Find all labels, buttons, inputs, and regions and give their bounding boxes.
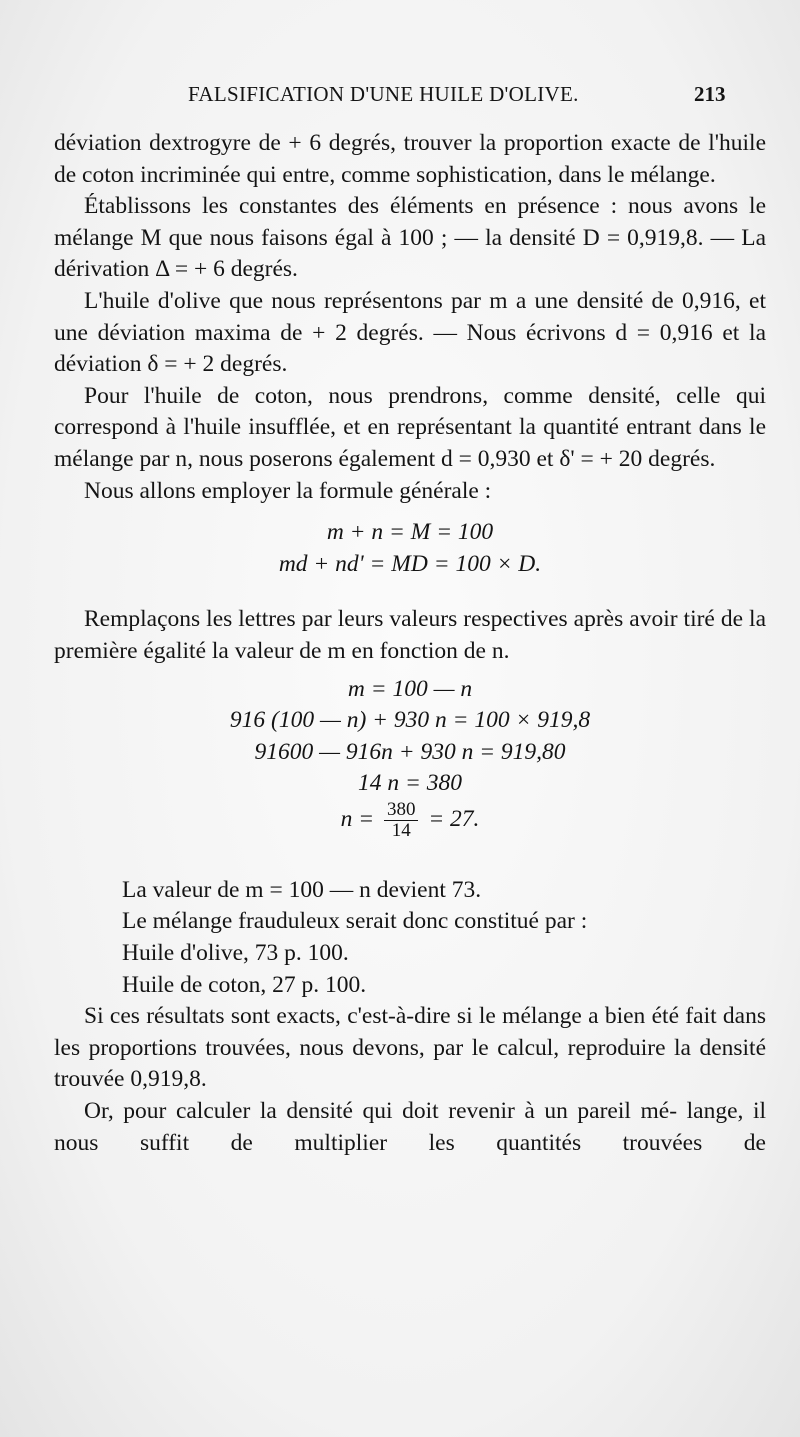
text-line: calcul, reproduire la densité trouvée 0,919,8. <box>54 1034 767 1093</box>
conclusion-line-3: Huile d'olive, 73 p. 100. <box>122 940 349 967</box>
text-line: = 0,919,8. — La dérivation Δ = + 6 degrés. <box>54 224 767 283</box>
paragraph-final <box>54 1096 766 1159</box>
text-line: avons le mélange M que nous faisons égal à 100 ; — la densité D <box>54 193 766 251</box>
text-line: déviation dextrogyre de + 6 degrés, trouver la proportion <box>54 130 604 156</box>
equation-fraction <box>54 800 766 841</box>
text-line: Remplaçons les lettres par leurs valeurs respectives après <box>84 606 624 633</box>
conclusion-line-4: Huile de coton, 27 p. 100. <box>122 971 367 998</box>
text-line: sophistication, dans le mélange. <box>416 161 716 188</box>
body-text <box>54 128 766 1159</box>
conclusion-line-1: La valeur de m = 100 — n devient 73. <box>122 876 482 903</box>
paragraph-replace <box>54 604 766 667</box>
text-line: L'huile d'olive que nous représentons par m a une densité de <box>84 287 674 314</box>
paragraph-verify <box>54 1001 766 1096</box>
page-header <box>0 82 800 112</box>
paragraph-olive-oil <box>54 286 766 381</box>
paragraph-intro <box>54 128 766 191</box>
conclusion-line-2: Le mélange frauduleux serait donc constitué par : <box>122 908 588 935</box>
page-number: 213 <box>694 82 726 106</box>
equation-3: 91600 — 916n + 930 n = 919,80 <box>254 738 566 765</box>
text-line: Or, pour calculer la densité qui doit revenir à un pareil mé- <box>84 1098 678 1125</box>
formula-general-2: md + nd' = MD = 100 × D. <box>278 550 542 577</box>
fraction-lhs: n = <box>340 805 375 832</box>
text-line: Si ces résultats sont exacts, c'est-à-dire si le mélange a bien <box>84 1003 646 1030</box>
paragraph-constants <box>54 191 766 286</box>
text-line: d = 0,930 et δ' = + 20 degrés. <box>440 445 716 472</box>
equation-2: 916 (100 — n) + 930 n = 100 × 919,8 <box>229 707 591 734</box>
text-line: Établissons les constantes des éléments en présence : nous <box>84 193 673 220</box>
text-line: 0,916, et une déviation maxima de + 2 degrés. — Nous écrivons <box>54 287 767 346</box>
fraction <box>384 800 419 841</box>
text-line: Nous allons employer la formule générale : <box>84 477 492 504</box>
text-line: lange, il nous suffit de multiplier les quantités trouvées de <box>54 1098 767 1156</box>
fraction-rhs: = 27. <box>428 805 480 832</box>
text-line: entrant dans le mélange par n, nous poserons également <box>54 414 766 472</box>
text-line: été fait dans les proportions trouvées, nous devons, par le <box>54 1003 767 1061</box>
fraction-numerator: 380 <box>384 800 419 821</box>
text-line: d = 0,916 et la déviation δ = + 2 degrés. <box>54 319 766 378</box>
paragraph-formula-intro <box>54 476 766 508</box>
equation-4: 14 n = 380 <box>358 770 462 797</box>
formula-general-1: m + n = M = 100 <box>326 519 494 546</box>
paragraph-cotton-oil <box>54 381 766 476</box>
text-line: exacte de l'huile de coton incriminée qui entre, comme <box>54 130 766 188</box>
running-title: FALSIFICATION D'UNE HUILE D'OLIVE. <box>188 82 579 106</box>
text-line: Pour l'huile de coton, nous prendrons, comme densité, celle <box>84 382 721 409</box>
fraction-denominator: 14 <box>391 819 411 841</box>
text-line: avoir tiré de la première égalité la valeur de m en fonction <box>54 606 767 664</box>
text-line: de n. <box>463 637 510 664</box>
equation-1: m = 100 — n <box>347 675 473 702</box>
text-line: qui correspond à l'huile insufflée, et en représentant la quantité <box>54 382 766 441</box>
